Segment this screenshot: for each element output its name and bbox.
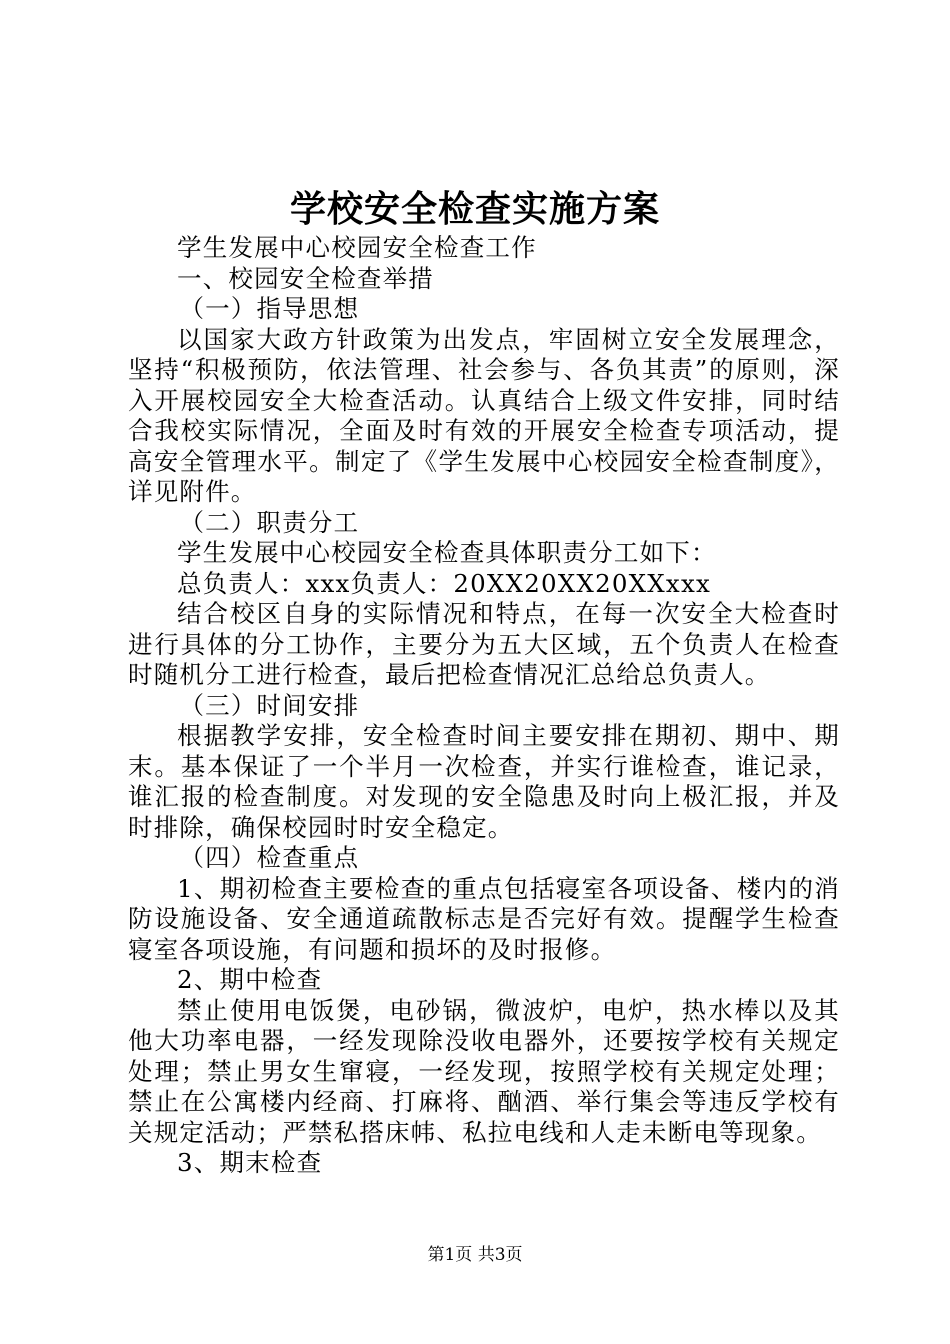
paragraph: 根据教学安排，安全检查时间主要安排在期初、期中、期末。基本保证了一个半月一次检查，并实行谁检查，谁记录，谁汇报的检查制度。对发现的安全隐患及时向上极汇报，并及时排除，确保校园时时安全稳定。 bbox=[128, 721, 840, 842]
subsection-heading: （三）时间安排 bbox=[179, 690, 360, 720]
paragraph: 1、期初检查主要检查的重点包括寝室各项设备、楼内的消防设施设备、安全通道疏散标志是否完好有效。提醒学生检查寝室各项设施，有问题和损坏的及时报修。 bbox=[128, 873, 840, 964]
paragraph: 以国家大政方针政策为出发点，牢固树立安全发展理念，坚持“积极预防，依法管理、社会参与、各负其责”的原则，深入开展校园安全大检查活动。认真结合上级文件安排，同时结合我校实际情况，全面及时有效的开展安全检查专项活动，提高安全管理水平。制定了《学生发展中心校园安全检查制度》，详见附件。 bbox=[128, 324, 840, 506]
paragraph: 总负责人：xxx负责人：20XX20XX20XXxxx bbox=[177, 568, 711, 598]
subsection-heading: （四）检查重点 bbox=[179, 843, 360, 872]
item-heading: 3、期末检查 bbox=[177, 1148, 323, 1177]
section-heading: 一、校园安全检查举措 bbox=[177, 263, 434, 293]
document-title: 学校安全检查实施方案 bbox=[289, 188, 660, 230]
subsection-heading: （一）指导思想 bbox=[179, 294, 360, 323]
subsection-heading: （二）职责分工 bbox=[179, 507, 360, 537]
item-heading: 2、期中检查 bbox=[177, 965, 323, 994]
paragraph: 学生发展中心校园安全检查具体职责分工如下： bbox=[177, 538, 717, 567]
paragraph: 禁止使用电饭煲，电砂锅，微波炉，电炉，热水棒以及其他大功率电器，一经发现除没收电器外，还要按学校有关规定处理；禁止男女生窜寝，一经发现，按照学校有关规定处理；禁止在公寓楼内经商、打麻将、酗酒、举行集会等违反学校有关规定活动；严禁私搭床帏、私拉电线和人走未断电等现象。 bbox=[128, 995, 840, 1147]
document-body bbox=[128, 233, 840, 1179]
page-footer: 第1页 共3页 bbox=[427, 1245, 523, 1265]
paragraph-intro: 学生发展中心校园安全检查工作 bbox=[177, 233, 537, 262]
paragraph: 结合校区自身的实际情况和特点，在每一次安全大检查时进行具体的分工协作，主要分为五大区域，五个负责人在检查时随机分工进行检查，最后把检查情况汇总给总负责人。 bbox=[128, 599, 840, 689]
